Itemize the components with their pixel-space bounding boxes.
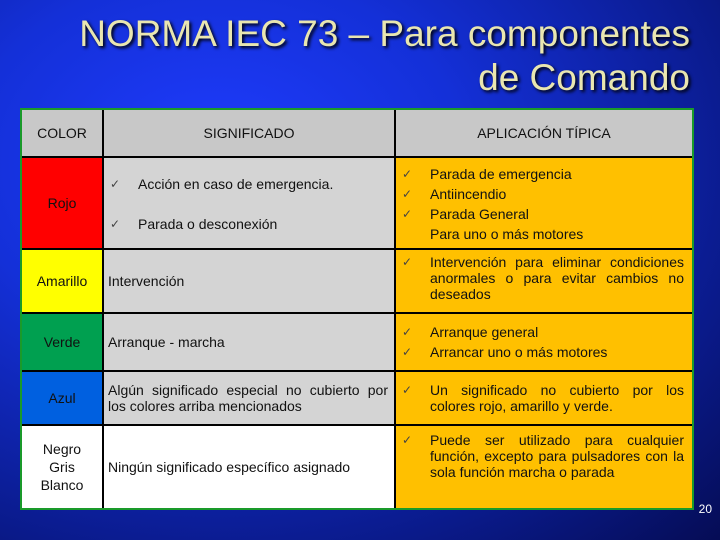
check-icon: ✓ bbox=[402, 207, 413, 221]
aplicacion-azul: Un significado no cubierto por los colores rojo, amarillo y verde. bbox=[430, 382, 684, 414]
aplicacion-rojo-3: Parada General bbox=[430, 206, 529, 222]
check-icon: ✓ bbox=[402, 383, 413, 397]
significado-verde: Arranque - marcha bbox=[108, 334, 225, 350]
aplicacion-cell-azul bbox=[396, 372, 692, 424]
significado-cell-azul bbox=[104, 372, 394, 424]
iec-color-table bbox=[20, 108, 694, 510]
color-cell-azul bbox=[22, 372, 102, 424]
color-label-negro: Negro bbox=[42, 441, 82, 457]
check-icon: ✓ bbox=[110, 217, 121, 231]
color-cell-verde bbox=[22, 314, 102, 370]
slide-title bbox=[50, 12, 690, 100]
header-color-label: COLOR bbox=[37, 125, 87, 141]
aplicacion-verde-1: Arranque general bbox=[430, 324, 539, 340]
significado-amarillo: Intervención bbox=[108, 273, 185, 289]
significado-cell-verde bbox=[104, 314, 394, 370]
title-line-2: de Comando bbox=[478, 57, 690, 98]
significado-rojo-1: Acción en caso de emergencia. bbox=[138, 176, 334, 192]
color-label-verde: Verde bbox=[43, 334, 81, 350]
significado-azul: Algún significado especial no cubierto por los colores arriba mencionados bbox=[108, 382, 388, 414]
aplicacion-cell-rojo bbox=[396, 158, 692, 248]
color-label-amarillo: Amarillo bbox=[36, 273, 88, 289]
color-cell-rojo bbox=[22, 158, 102, 248]
page-number: 20 bbox=[698, 502, 712, 516]
check-icon: ✓ bbox=[402, 167, 413, 181]
aplicacion-cell-negro bbox=[396, 426, 692, 508]
color-label-blanco: Blanco bbox=[40, 477, 84, 493]
aplicacion-rojo-1: Parada de emergencia bbox=[430, 166, 572, 182]
significado-negro: Ningún significado específico asignado bbox=[108, 459, 351, 475]
header-aplicacion bbox=[396, 110, 692, 156]
check-icon: ✓ bbox=[402, 325, 413, 339]
check-icon: ✓ bbox=[110, 177, 121, 191]
color-label-gris: Gris bbox=[49, 459, 75, 475]
aplicacion-rojo-4: Para uno o más motores bbox=[430, 226, 584, 242]
header-significado-label: SIGNIFICADO bbox=[203, 125, 295, 141]
significado-rojo-2: Parada o desconexión bbox=[138, 216, 278, 232]
title-line-1: NORMA IEC 73 – Para componentes bbox=[79, 13, 690, 54]
significado-cell-negro bbox=[104, 426, 394, 508]
color-cell-amarillo bbox=[22, 250, 102, 312]
header-significado bbox=[104, 110, 394, 156]
color-label-azul: Azul bbox=[48, 390, 76, 406]
aplicacion-rojo-2: Antiincendio bbox=[430, 186, 507, 202]
color-cell-negro-gris-blanco bbox=[22, 426, 102, 508]
check-icon: ✓ bbox=[402, 433, 413, 447]
check-icon: ✓ bbox=[402, 345, 413, 359]
significado-cell-amarillo bbox=[104, 250, 394, 312]
aplicacion-cell-amarillo bbox=[396, 250, 692, 312]
check-icon: ✓ bbox=[402, 255, 413, 269]
aplicacion-amarillo: Intervención para eliminar condiciones anormales o para evitar cambios no deseados bbox=[430, 254, 684, 302]
significado-cell-rojo bbox=[104, 158, 394, 248]
aplicacion-negro: Puede ser utilizado para cualquier función, excepto para pulsadores con la sola función marcha o parada bbox=[430, 432, 684, 480]
check-icon: ✓ bbox=[402, 187, 413, 201]
header-aplicacion-label: APLICACIÓN TÍPICA bbox=[477, 125, 611, 141]
aplicacion-verde-2: Arrancar uno o más motores bbox=[430, 344, 608, 360]
header-color bbox=[22, 110, 102, 156]
aplicacion-cell-verde bbox=[396, 314, 692, 370]
color-label-rojo: Rojo bbox=[47, 195, 77, 211]
